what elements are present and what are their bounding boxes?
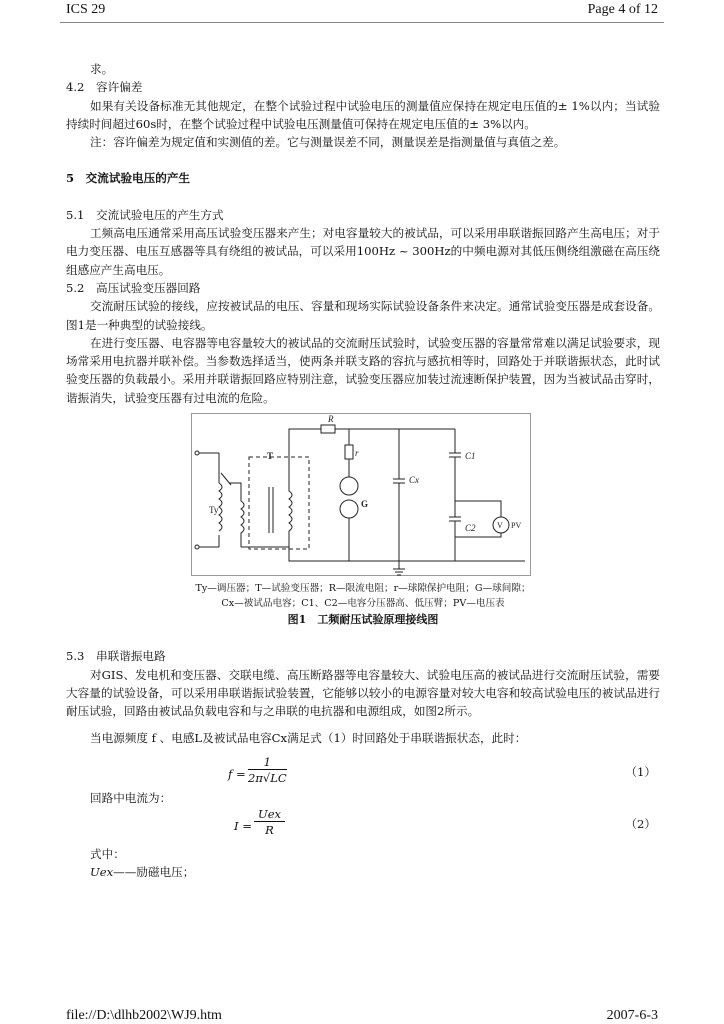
circuit-svg [191,413,531,581]
paragraph: 回路中电流为： [90,790,172,805]
equation-1 [66,755,660,789]
label-r: r [355,448,359,459]
paragraph: 交流耐压试验的接线，应按被试品的电压、容量和现场实际试验设备条件来决定。通常试验变压器是成套设备。图1是一种典型的试验接线。 [66,299,660,332]
note: 注：容许偏差为规定值和实测值的差。它与测量误差不同，测量误差是指测量值与真值之差。 [90,135,566,150]
equation-2-number: （2） [625,817,656,832]
section-heading-5-1: 5.1 交流试验电压的产生方式 [66,207,224,222]
label-G: G [361,499,369,510]
paragraph: 工频高电压通常采用高压试验变压器来产生；对电容量较大的被试品，可以采用串联谐振回路产生高电压；对于电力变压器、电压互感器等具有绕组的被试品，可以采用100Hz ~ 300Hz的中频电源对其低压侧绕组激磁在高压绕组感应产生高电压。 [66,226,660,277]
header-right: Page 4 of 12 [587,2,658,17]
section-heading-5: 5 交流试验电压的产生 [66,171,191,186]
label-Ty: Ty [209,505,219,516]
label-T: T [267,451,274,462]
equation-2-lhs: I = [234,819,252,834]
equation-1-fraction [248,755,287,786]
equation-1-denominator: 2π√LC [248,770,287,785]
circuit-diagram [191,413,531,581]
label-PV: PV [511,521,522,531]
equation-2 [66,807,660,841]
paragraph: 在进行变压器、电容器等电容量较大的被试品的交流耐压试验时，试验变压器的容量常常难以满足试验要求，现场常采用电抗器并联补偿。当参数选择适当，使两条并联支路的容抗与感抗相等时，回路处于并联谐振状态，此时试验变压器的负载最小。采用并联谐振回路应特别注意，试验变压器应加装过流速断保护装置，因为当被试品击穿时，谐振消失，试验变压器有过电流的危险。 [66,335,660,405]
paragraph: 如果有关设备标准无其他规定，在整个试验过程中试验电压的测量值应保持在规定电压值的± 1%以内；当试验持续时间超过60s时，在整个试验过程中试验电压测量值可保持在规定电压值的± 3%以内。 [66,98,660,131]
label-Cx: Cx [409,475,419,486]
footer-right: 2007-6-3 [606,1008,658,1023]
label-C1: C1 [465,451,476,462]
paragraph: 式中： [90,847,125,862]
figure-caption-line1: Ty—调压器；T—试验变压器；R—限流电阻；r—球隙保护电阻；G—球间隙； [195,583,531,595]
section-heading-5-2: 5.2 高压试验变压器回路 [66,280,201,295]
paragraph: 对GIS、发电机和变压器、交联电缆、高压断路器等电容量较大、试验电压高的被试品进行交流耐压试验，需要大容量的试验设备，可以采用串联谐振试验装置，它能够以较小的电源容量对较大电容和较高试验电压的被试品进行耐压试验，回路由被试品负载电容和与之串联的电抗器和电源组成，如图2所示。 [66,667,660,719]
footer-left: file://D:\dlhb2002\WJ9.htm [66,1008,222,1023]
figure-caption-line2: Cx—被试品电容；C1、C2—电容分压器高、低压臂；PV—电压表 [221,598,505,610]
section-heading-5-3: 5.3 串联谐振电路 [66,649,166,664]
equation-2-denominator: R [265,823,274,838]
equation-2-numerator: Uex [254,807,285,822]
uex-definition: ——励磁电压； [113,865,195,880]
equation-1-numerator: 1 [248,755,287,770]
section-heading-4-2: 4.2 容许偏差 [66,80,143,95]
paragraph: 当电源频度 f 、电感L及被试品电容Cx满足式（1）时回路处于串联谐振状态，此时： [90,730,527,745]
header-rule [60,22,664,23]
figure-title: 图1 工频耐压试验原理接线图 [287,613,439,627]
equation-1-number: （1） [625,764,656,779]
equation-1-lhs: f = [228,766,246,781]
equation-2-fraction [254,807,285,838]
label-V: V [497,521,503,531]
uex-symbol: Uex [90,865,114,880]
header-left: ICS 29 [66,2,106,17]
label-R: R [328,414,334,425]
label-C2: C2 [465,523,476,534]
page-content [66,60,660,882]
paragraph: 求。 [90,62,114,76]
symbol-definition [66,863,660,881]
